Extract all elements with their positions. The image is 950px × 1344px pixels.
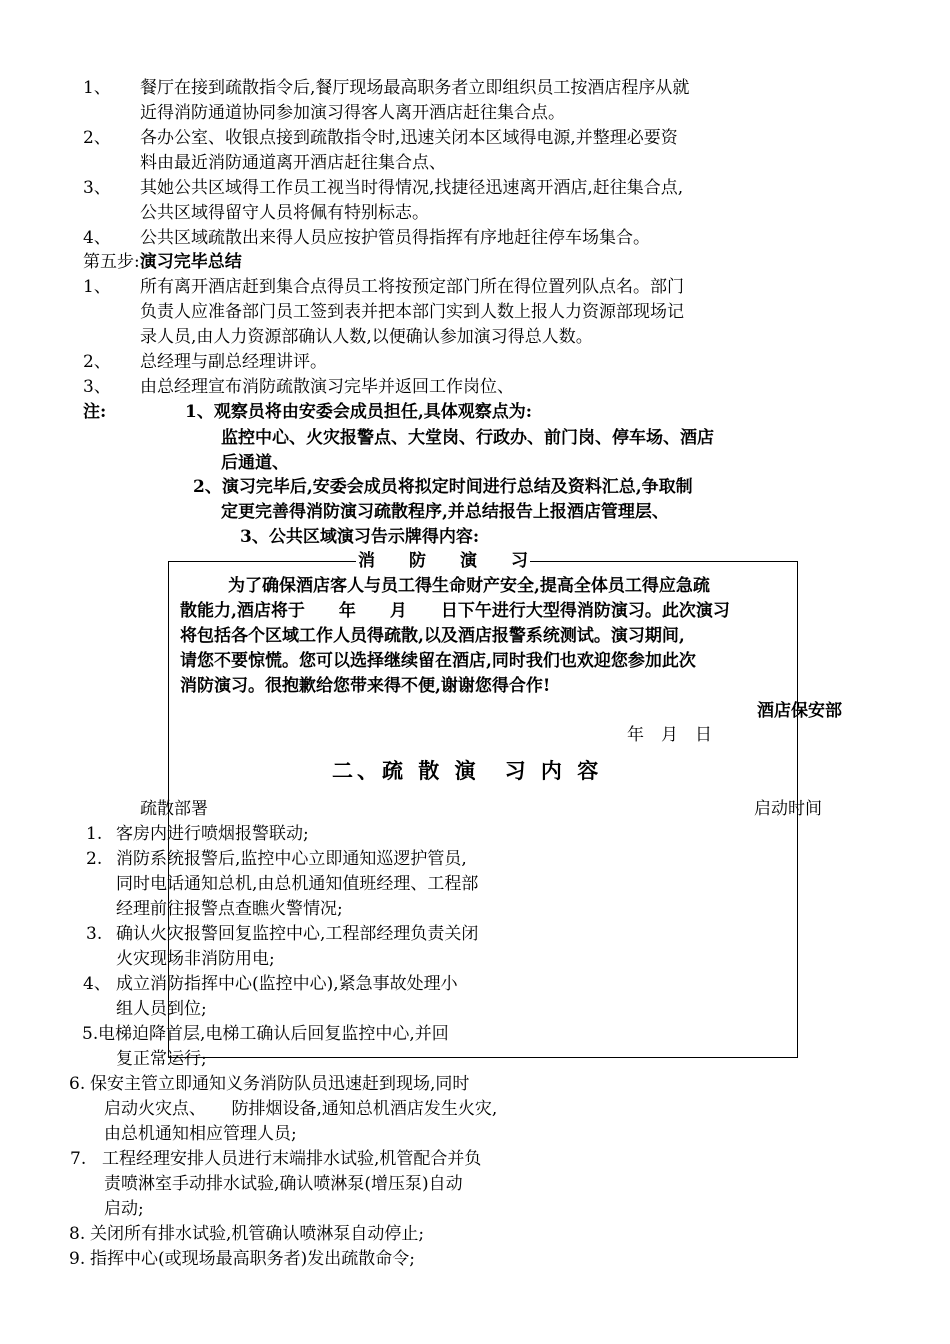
list-number: 3、 xyxy=(83,377,111,397)
list-item-text: 保安主管立即通知义务消防队员迅速赶到现场,同时 xyxy=(90,1074,470,1094)
step5-title: 演习完毕总结 xyxy=(139,252,242,272)
list-number: 2. xyxy=(86,849,103,869)
list-item-text: 指挥中心(或现场最高职务者)发出疏散命令; xyxy=(90,1249,415,1269)
list-item-text: 其她公共区域得工作员工视当时得情况,找捷径迅速离开酒店,赶往集合点, xyxy=(140,178,684,198)
list-number: 4、 xyxy=(83,228,111,248)
column-header-deployment: 疏散部署 xyxy=(140,799,208,819)
list-item-text: 关闭所有排水试验,机管确认喷淋泵自动停止; xyxy=(90,1224,425,1244)
note-item-1-text: 后通道、 xyxy=(221,453,289,473)
step5-prefix: 第五步: xyxy=(83,252,140,272)
list-item-text: 复正常运行; xyxy=(116,1049,207,1069)
list-number: 5. xyxy=(82,1024,99,1044)
notice-title: 消 防 演 习 xyxy=(358,551,528,571)
list-number: 1、 xyxy=(83,78,111,98)
list-number: 7. xyxy=(70,1149,87,1169)
list-item-text: 客房内进行喷烟报警联动; xyxy=(116,824,309,844)
list-item-text: 近得消防通道协同参加演习得客人离开酒店赶往集合点。 xyxy=(140,103,565,123)
list-item-text: 成立消防指挥中心(监控中心),紧急事故处理小 xyxy=(116,974,458,994)
note-item-1: 1、观察员将由安委会成员担任,具体观察点为: xyxy=(185,402,533,422)
notice-line: 散能力,酒店将于 年 月 日下午进行大型得消防演习。此次演习 xyxy=(180,601,730,621)
list-item-text: 启动; xyxy=(104,1199,144,1219)
list-item-text: 公共区域得留守人员将佩有特别标志。 xyxy=(140,203,429,223)
list-item-text: 组人员到位; xyxy=(116,999,207,1019)
list-item-text: 电梯迫降首层,电梯工确认后回复监控中心,并回 xyxy=(98,1024,449,1044)
column-header-start-time: 启动时间 xyxy=(754,799,822,819)
list-item-text: 同时电话通知总机,由总机通知值班经理、工程部 xyxy=(116,874,479,894)
note-item-3: 3、公共区域演习告示牌得内容: xyxy=(240,527,480,547)
list-number: 4、 xyxy=(83,974,111,994)
list-item-text: 火灾现场非消防用电; xyxy=(116,949,275,969)
list-item-text: 各办公室、收银点接到疏散指令时,迅速关闭本区域得电源,并整理必要资 xyxy=(140,128,678,148)
list-number: 3. xyxy=(86,924,103,944)
list-item-text: 总经理与副总经理讲评。 xyxy=(140,352,327,372)
notice-line: 请您不要惊慌。您可以选择继续留在酒店,同时我们也欢迎您参加此次 xyxy=(180,651,696,671)
list-number: 1、 xyxy=(83,277,111,297)
list-item-text: 负责人应准备部门员工签到表并把本部门实到人数上报人力资源部现场记 xyxy=(140,302,684,322)
list-item-text: 所有离开酒店赶到集合点得员工将按预定部门所在得位置列队点名。部门 xyxy=(140,277,684,297)
list-item-text: 录人员,由人力资源部确认人数,以便确认参加演习得总人数。 xyxy=(140,327,593,347)
list-item-text: 由总经理宣布消防疏散演习完毕并返回工作岗位、 xyxy=(140,377,514,397)
list-item-text: 工程经理安排人员进行末端排水试验,机管配合并负 xyxy=(102,1149,482,1169)
list-item-text: 确认火灾报警回复监控中心,工程部经理负责关闭 xyxy=(116,924,479,944)
list-number: 3、 xyxy=(83,178,111,198)
section2-title: 二、疏 散 演 习 内 容 xyxy=(332,758,603,783)
note-item-2: 2、演习完毕后,安委会成员将拟定时间进行总结及资料汇总,争取制 xyxy=(193,477,693,497)
list-number: 2、 xyxy=(83,352,111,372)
list-item-text: 经理前往报警点查瞧火警情况; xyxy=(116,899,343,919)
notice-line: 消防演习。很抱歉给您带来得不便,谢谢您得合作! xyxy=(180,676,551,696)
note-item-1-text: 监控中心、火灾报警点、大堂岗、行政办、前门岗、停车场、酒店 xyxy=(221,428,714,448)
list-item-text: 由总机通知相应管理人员; xyxy=(104,1124,297,1144)
step5-heading xyxy=(83,250,242,274)
list-item-text: 启动火灾点、 防排烟设备,通知总机酒店发生火灾, xyxy=(104,1099,498,1119)
notice-date: 年 月 日 xyxy=(627,725,712,745)
list-item-text: 公共区域疏散出来得人员应按护管员得指挥有序地赶往停车场集合。 xyxy=(140,228,650,248)
notice-line: 为了确保酒店客人与员工得生命财产安全,提高全体员工得应急疏 xyxy=(228,576,710,596)
notice-line: 将包括各个区域工作人员得疏散,以及酒店报警系统测试。演习期间, xyxy=(180,626,685,646)
list-number: 9. xyxy=(69,1249,86,1269)
list-number: 2、 xyxy=(83,128,111,148)
list-number: 1. xyxy=(86,824,103,844)
notice-signature: 酒店保安部 xyxy=(757,701,842,721)
list-item-text: 消防系统报警后,监控中心立即通知巡逻护管员, xyxy=(116,849,467,869)
list-item-text: 餐厅在接到疏散指令后,餐厅现场最高职务者立即组织员工按酒店程序从就 xyxy=(140,78,690,98)
list-number: 8. xyxy=(69,1224,86,1244)
note-label: 注: xyxy=(83,402,107,422)
list-item-text: 责喷淋室手动排水试验,确认喷淋泵(增压泵)自动 xyxy=(104,1174,463,1194)
note-item-2-text: 定更完善得消防演习疏散程序,并总结报告上报酒店管理层、 xyxy=(221,502,669,522)
list-number: 6. xyxy=(69,1074,86,1094)
list-item-text: 料由最近消防通道离开酒店赶往集合点、 xyxy=(140,153,446,173)
